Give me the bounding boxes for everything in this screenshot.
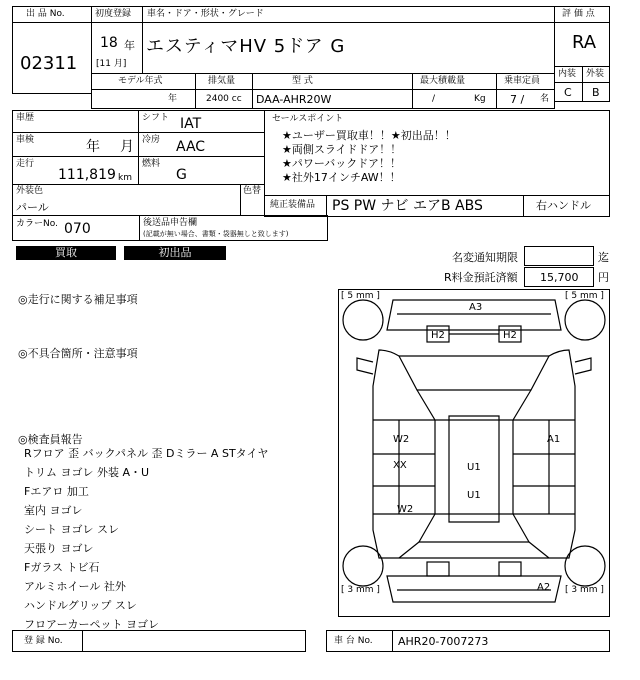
first-listing-tag: 初出品	[124, 246, 226, 260]
first-registration-label: 初度登録	[95, 9, 132, 19]
fuel-value: G	[176, 167, 187, 183]
color-change-label: 色替	[243, 186, 262, 196]
purchase-tag: 買取	[16, 246, 116, 260]
tire-depth-rear-left: [ 3 mm ]	[341, 585, 380, 595]
registration-number-label: 登 録 No.	[24, 636, 63, 646]
sales-points-label: セールスポイント	[272, 114, 344, 124]
report-line: 天張り ヨゴレ	[24, 542, 94, 555]
color-label: 外装色	[16, 186, 44, 196]
damage-mark: U1	[467, 462, 481, 473]
color-value: パール	[16, 201, 49, 214]
notice-label: 名変通知期限	[452, 251, 518, 264]
chassis-number-label: 車 台 No.	[334, 636, 373, 646]
notice-box	[524, 246, 594, 266]
defects-heading: ◎不具合箇所・注意事項	[18, 347, 138, 360]
registration-year-unit: 年	[124, 39, 135, 52]
sales-point: ★パワーバックドア！！	[282, 157, 401, 170]
interior-label: 内装	[558, 69, 577, 79]
recycle-unit: 円	[598, 271, 609, 284]
report-line: ハンドルグリップ スレ	[24, 599, 137, 612]
model-year-label: モデル年式	[118, 76, 163, 86]
report-line: Rフロア 歪 バックパネル 歪 Dミラー A STタイヤ	[24, 447, 269, 460]
docs-label: 後送品申告欄	[143, 218, 198, 228]
handle-value: 右ハンドル	[536, 199, 591, 212]
mileage-label: 走行	[16, 159, 35, 169]
damage-mark: W2	[397, 504, 414, 515]
grade-value: RA	[572, 32, 597, 53]
sales-point: ★両側スライドドア！！	[282, 143, 402, 156]
color-number-label: カラーNo.	[16, 219, 58, 229]
report-line: Fガラス トビ石	[24, 561, 100, 574]
type-label: 型 式	[292, 76, 313, 86]
mileage-unit: km	[118, 173, 132, 183]
report-line: シート ヨゴレ スレ	[24, 523, 119, 536]
registration-month: [11 月]	[96, 59, 127, 69]
lot-number: 02311	[20, 53, 78, 74]
inspection-year: 年	[86, 139, 100, 155]
report-line: フロアーカーペット ヨゴレ	[24, 618, 159, 631]
damage-mark: A3	[469, 302, 483, 313]
capacity-label: 乗車定員	[504, 76, 541, 86]
car-name-label: 車名・ドア・形状・グレード	[147, 9, 264, 19]
driving-notes-heading: ◎走行に関する補足事項	[18, 293, 138, 306]
recycle-label: R料金預託済額	[444, 271, 518, 284]
docs-note: (記載が無い場合、書類・袋器無しと致します)	[143, 230, 289, 238]
car-diagram	[338, 289, 610, 617]
model-type: DAA-AHR20W	[256, 93, 332, 106]
load-label: 最大積載量	[420, 76, 466, 86]
report-line: 室内 ヨゴレ	[24, 504, 83, 517]
damage-mark: A1	[547, 434, 561, 445]
capacity-unit: 名	[540, 94, 550, 104]
sales-point: ★ユーザー買取車！！★初出品！！	[282, 129, 456, 142]
lot-number-box	[12, 6, 92, 94]
damage-mark: A2	[537, 582, 551, 593]
equipment-label: 純正装備品	[270, 200, 316, 210]
exterior-label: 外装	[586, 69, 605, 79]
ac-label: 冷房	[142, 135, 161, 145]
model-year-unit: 年	[168, 94, 178, 104]
mileage-value: 111,819	[58, 167, 116, 183]
report-line: アルミホイール 社外	[24, 580, 126, 593]
notice-unit: 迄	[598, 251, 609, 264]
fuel-label: 燃料	[142, 159, 161, 169]
chassis-number: AHR20-7007273	[398, 635, 489, 648]
equipment-value: PS PW ナビ エアB ABS	[332, 198, 483, 214]
inspection-month: 月	[120, 139, 134, 155]
history-label: 車歴	[16, 113, 35, 123]
damage-mark: XX	[393, 460, 407, 471]
grade-label: 評 価 点	[562, 9, 595, 19]
color-number: 070	[64, 221, 91, 237]
lot-number-label: 出 品 No.	[26, 9, 65, 19]
ac-value: AAC	[176, 139, 206, 155]
load-unit: Kg	[474, 94, 486, 104]
inspector-report-heading: ◎検査員報告	[18, 433, 83, 446]
tire-depth-rear-right: [ 3 mm ]	[565, 585, 604, 595]
load-separator: /	[432, 94, 436, 104]
capacity: 7 /	[510, 93, 525, 106]
report-line: トリム ヨゴレ 外装 A・U	[24, 466, 150, 479]
displacement: 2400 cc	[206, 94, 242, 104]
inspection-label: 車検	[16, 135, 35, 145]
tire-depth-front-left: [ 5 mm ]	[341, 291, 380, 301]
recycle-value: 15,700	[540, 271, 579, 284]
registration-year: 18	[100, 35, 118, 51]
report-line: Fエアロ 加工	[24, 485, 89, 498]
exterior-grade: B	[592, 86, 600, 99]
damage-mark: H2	[431, 330, 445, 341]
shift-label: シフト	[142, 113, 170, 123]
tire-depth-front-right: [ 5 mm ]	[565, 291, 604, 301]
displacement-label: 排気量	[208, 76, 236, 86]
shift-value: IAT	[180, 116, 202, 132]
sales-point: ★社外17インチAW！！	[282, 171, 401, 184]
car-name: エスティマHV 5ドア G	[146, 36, 346, 57]
interior-grade: C	[564, 86, 572, 99]
damage-mark: U1	[467, 490, 481, 501]
damage-mark: H2	[503, 330, 517, 341]
damage-mark: W2	[393, 434, 410, 445]
